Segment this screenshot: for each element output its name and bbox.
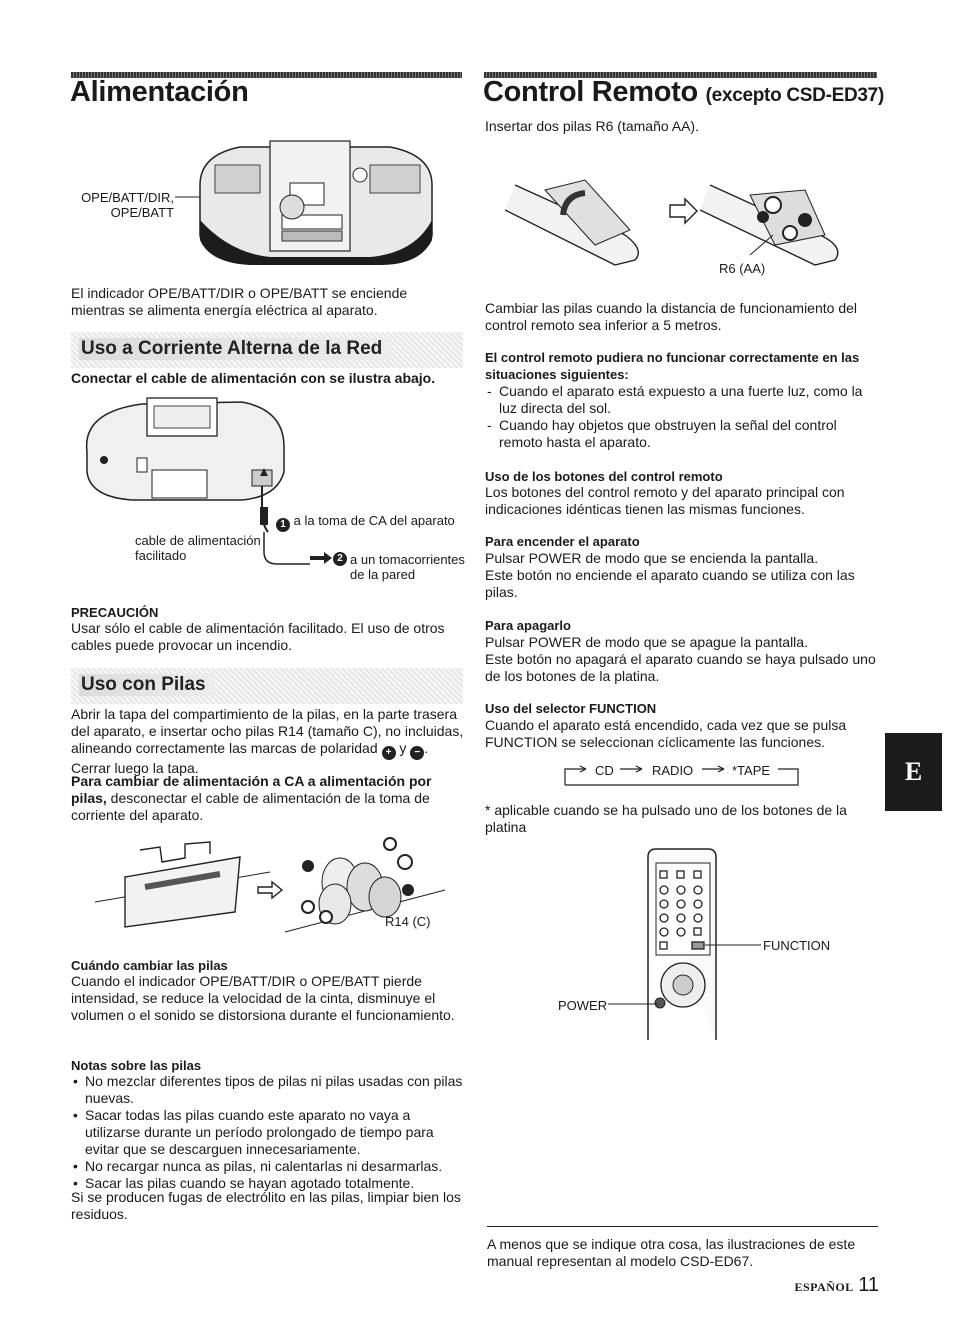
step-1-text: a la toma de CA del aparato <box>293 513 455 528</box>
cable-caption: cable de alimentación facilitado <box>135 533 261 563</box>
step-1-badge: 1 <box>276 518 290 532</box>
step-2-badge: 2 <box>333 552 347 566</box>
ac-subheading: Conectar el cable de alimentación con se ilustra abajo. <box>71 370 436 386</box>
list-item: • Sacar las pilas cuando se hayan agotado totalmente. <box>71 1175 463 1192</box>
function-callout-line <box>705 940 763 950</box>
remote-battery-illustration <box>505 155 850 275</box>
buttons-title: Uso de los botones del control remoto <box>485 469 723 484</box>
r6-size-label: R6 (AA) <box>719 261 766 276</box>
plus-polarity-icon: + <box>382 746 396 760</box>
function-title: Uso del selector FUNCTION <box>485 701 657 716</box>
buttons-text: Los botones del control remoto y del aparato principal con indicaciones idénticas tienen las mismas funciones. <box>485 484 845 517</box>
battery-size-label: R14 (C) <box>385 914 431 929</box>
cycle-radio: RADIO <box>652 763 694 778</box>
page-number: 11 <box>858 1274 879 1296</box>
indicator-label: OPE/BATT/DIR, OPE/BATT <box>81 190 174 220</box>
warn-title: El control remoto pudiera no funcionar correctamente en las situaciones siguientes: <box>485 350 860 382</box>
notes-title: Notas sobre las pilas <box>71 1058 202 1073</box>
switch-bold: Para cambiar de alimentación a CA a alimentación por pilas, <box>71 773 432 806</box>
ac-section-heading: Uso a Corriente Alterna de la Red <box>79 338 390 360</box>
battery-instructions-text: Abrir la tapa del compartimiento de la pilas, en la parte trasera del aparato, e insertar ocho pilas R14 (tamaño C), no incluidas, alineando correctamente las marcas de polaridad <box>71 706 464 756</box>
plug-arrow-icon <box>310 550 334 566</box>
caution-title: PRECAUCIÓN <box>71 605 159 620</box>
change-remote-batteries: Cambiar las pilas cuando la distancia de funcionamiento del control remoto sea inferior a 5 metros. <box>485 300 857 333</box>
power-off-text-2: Este botón no apagará el aparato cuando se haya pulsado uno de los botones de la platina. <box>485 651 876 684</box>
power-on-text-2: Este botón no enciende el aparato cuando se utiliza con las pilas. <box>485 567 855 600</box>
notes-list <box>71 1073 463 1192</box>
battery-instructions <box>71 706 465 777</box>
remote-power-label: POWER <box>558 998 608 1013</box>
list-item: • No mezclar diferentes tipos de pilas ni pilas usadas con pilas nuevas. <box>71 1073 463 1107</box>
warn-list <box>485 383 877 451</box>
and-text: y <box>399 740 407 756</box>
intro-paragraph: El indicador OPE/BATT/DIR o OPE/BATT se enciende mientras se alimenta energía eléctrica al aparato. <box>71 285 408 318</box>
list-item: - Cuando el aparato está expuesto a una fuerte luz, como la luz directa del sol. <box>485 383 877 417</box>
right-title-main: Control Remoto <box>483 76 698 108</box>
power-on-title: Para encender el aparato <box>485 534 640 549</box>
list-item: • Sacar todas las pilas cuando este aparato no vaya a utilizarse durante un período prolongado de tiempo para evitar que se descarguen innecesariamente. <box>71 1107 463 1158</box>
power-callout-line <box>608 999 660 1009</box>
cycle-cd: CD <box>595 763 614 778</box>
ac-section-band <box>71 332 463 368</box>
leak-text: Si se producen fugas de electrólito en las pilas, limpiar bien los residuos. <box>71 1189 461 1222</box>
left-page-title: Alimentación <box>70 76 249 108</box>
list-item: - Cuando hay objetos que obstruyen la señal del control remoto hasta el aparato. <box>485 417 877 451</box>
when-change-text: Cuando el indicador OPE/BATT/DIR o OPE/BATT pierde intensidad, se reduce la velocidad de la cinta, disminuye el volumen o el sonido se distorsiona durante el funcionamiento. <box>71 973 455 1023</box>
tape-footnote: * aplicable cuando se ha pulsado uno de los botones de la platina <box>485 802 847 835</box>
function-text: Cuando el aparato está encendido, cada vez que se pulsa FUNCTION se seleccionan cíclicamente las funciones. <box>485 717 847 750</box>
remote-function-label: FUNCTION <box>763 938 831 953</box>
right-page-title <box>483 76 884 112</box>
switch-text: desconectar el cable de alimentación de la toma de corriente del aparato. <box>71 790 430 823</box>
remote-intro: Insertar dos pilas R6 (tamaño AA). <box>485 118 699 134</box>
minus-polarity-icon: − <box>410 746 424 760</box>
cycle-tape: *TAPE <box>732 763 771 778</box>
battery-section-band <box>71 668 463 704</box>
step-2-text: a un tomacorrientes de la pared <box>350 552 465 582</box>
switch-paragraph <box>71 773 463 824</box>
close-lid-text: . Cerrar luego la tapa. <box>71 740 429 776</box>
footer-language: ESPAÑOL <box>794 1280 854 1294</box>
caution-text: Usar sólo el cable de alimentación facilitado. El uso de otros cables puede provocar un incendio. <box>71 620 445 653</box>
language-side-tab: E <box>885 733 942 811</box>
page-footer <box>787 1274 879 1297</box>
boombox-front-illustration <box>170 135 460 270</box>
power-on-text-1: Pulsar POWER de modo que se encienda la pantalla. <box>485 550 819 566</box>
when-change-title: Cuándo cambiar las pilas <box>71 958 228 973</box>
right-title-sub: (excepto CSD-ED37) <box>705 85 884 106</box>
ac-step-1 <box>276 513 455 532</box>
power-off-text-1: Pulsar POWER de modo que se apague la pantalla. <box>485 634 808 650</box>
battery-section-heading: Uso con Pilas <box>79 674 214 696</box>
footer-rule <box>487 1226 878 1227</box>
ac-step-2 <box>333 552 468 582</box>
power-off-title: Para apagarlo <box>485 618 571 633</box>
footer-note: A menos que se indique otra cosa, las ilustraciones de este manual representan al modelo CSD-ED67. <box>487 1236 856 1269</box>
list-item: • No recargar nunca as pilas, ni calentarlas ni desarmarlas. <box>71 1158 463 1175</box>
